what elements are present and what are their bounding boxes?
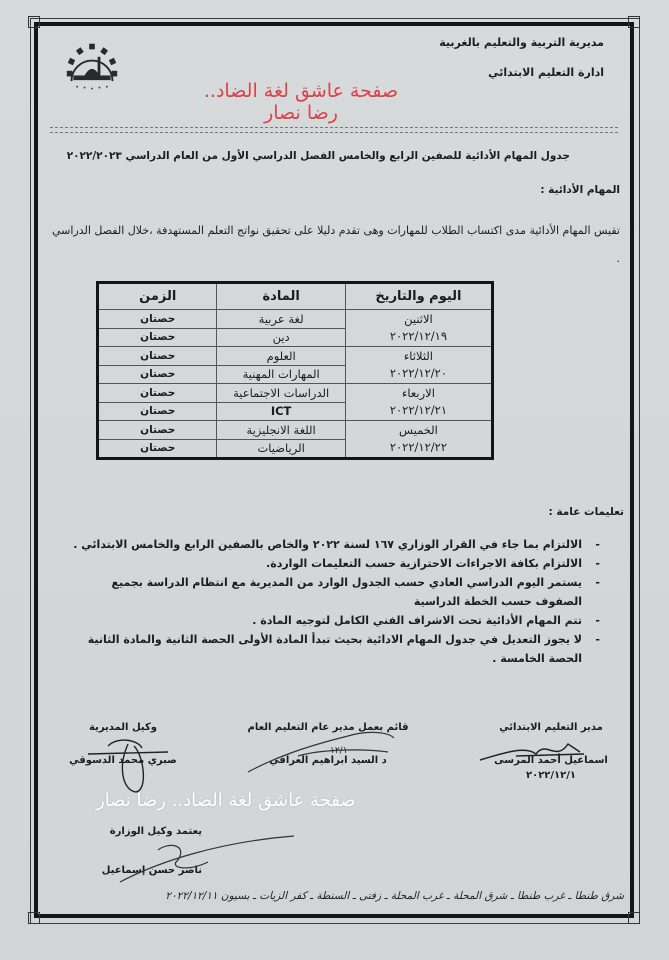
day-date: ٢٠٢٢/١٢/١٩ <box>389 329 447 343</box>
signature-name: د السيد ابراهيم العراقي <box>269 755 387 766</box>
general-instructions-label: تعليمات عامة : <box>548 506 624 518</box>
subject-cell: اللغة الانجليزية <box>217 421 345 440</box>
instruction-item: - تتم المهام الأدائية تحت الاشراف الفني الكامل لتوجيه المادة . <box>68 611 600 630</box>
department-name: ادارة التعليم الابتدائي <box>488 66 604 79</box>
table-row <box>98 310 493 329</box>
day-name: الاثنين <box>404 312 433 326</box>
signature-role: وكيل المديرية <box>89 722 157 733</box>
signature-role: مدير التعليم الابتدائي <box>499 722 603 733</box>
table-header-row <box>98 283 493 310</box>
day-date: ٢٠٢٢/١٢/٢٢ <box>389 440 447 454</box>
day-date-cell <box>345 347 492 384</box>
header-divider <box>50 127 618 133</box>
intro-paragraph: تقيس المهام الأدائية مدى اكتساب الطلاب للمهارات وهى تقدم دليلا على تحقيق نواتج التعلم المستهدفة ،خلال الفصل الدراسي . <box>52 224 620 265</box>
schedule-table <box>96 281 494 460</box>
watermark-bottom: صفحة عاشق لغة الضاد.. رضا نصار <box>96 790 356 811</box>
table-row <box>98 347 493 366</box>
day-date: ٢٠٢٢/١٢/٢٠ <box>389 366 447 380</box>
day-date-cell <box>345 310 492 347</box>
time-cell: حصتان <box>98 347 217 366</box>
watermark-top: صفحة عاشق لغة الضاد.. رضا نصار <box>203 80 399 124</box>
deputy-role: يعتمد وكيل الوزارة <box>109 826 202 837</box>
time-cell: حصتان <box>98 439 217 459</box>
day-name: الثلاثاء <box>403 349 433 363</box>
gear-emblem-logo-icon <box>64 40 120 96</box>
day-date-cell <box>345 421 492 459</box>
subject-cell: ICT <box>217 402 345 421</box>
organization-name: مديرية التربية والتعليم بالغربية <box>439 36 604 49</box>
document-title: جدول المهام الأدائية للصفين الرابع والخامس الفصل الدراسي الأول من العام الدراسي ٢٠٢٢/٢٠٢٣ <box>66 150 570 162</box>
subject-cell: الدراسات الاجتماعية <box>217 384 345 403</box>
time-cell: حصتان <box>98 402 217 421</box>
deputy-name: ناصر حسن إسماعيل <box>101 865 202 876</box>
day-name: الاربعاء <box>401 386 435 400</box>
time-cell: حصتان <box>98 328 217 347</box>
time-cell: حصتان <box>98 384 217 403</box>
signature-name: اسماعيل أحمد المرسى <box>494 755 608 766</box>
day-date-cell <box>345 384 492 421</box>
instruction-item: - الالتزام بكافة الاجراءات الاحترازية حسب التعليمات الواردة. <box>68 554 600 573</box>
general-instructions-list <box>68 535 600 668</box>
handwritten-distribution-note: شرق طنطا ـ غرب طنطا ـ شرق المحلة ـ غرب المحلة ـ زفتى ـ السنطة ـ كفر الزيات ـ بسيون ٢٠٢٢/١٢/١١ <box>165 890 624 902</box>
instruction-item: - يستمر اليوم الدراسي العادي حسب الجدول الوارد من المديرية مع انتظام الدراسة بجميع الصفوف حسب الخطة الدراسية <box>68 573 600 611</box>
handwritten-signature-icon <box>476 734 586 768</box>
header-time: الزمن <box>98 283 217 310</box>
header-day-date: اليوم والتاريخ <box>345 283 492 310</box>
day-date: ٢٠٢٢/١٢/٢١ <box>389 403 447 417</box>
instruction-item: - الالتزام بما جاء في القرار الوزاري ١٦٧ لسنة ٢٠٢٢ والخاص بالصفين الرابع والخامس الابتدائي . <box>68 535 600 554</box>
section-label: المهام الأدائية : <box>540 184 620 196</box>
document-content <box>38 26 630 914</box>
subject-cell: الرياضيات <box>217 439 345 459</box>
instruction-item: - لا يجوز التعديل في جدول المهام الادائية بحيث تبدأ المادة الأولى الحصة الثانية والمادة الثانية الحصة الخامسة . <box>68 630 600 668</box>
signature-date: ٢٠٢٢/١٢/١ <box>525 770 577 781</box>
time-cell: حصتان <box>98 310 217 329</box>
subject-cell: المهارات المهنية <box>217 365 345 384</box>
handwritten-signature-icon <box>118 832 298 892</box>
time-cell: حصتان <box>98 421 217 440</box>
signature-date: ١٢/١ <box>330 746 348 756</box>
time-cell: حصتان <box>98 365 217 384</box>
signature-name: صبري محمد الدسوقي <box>69 755 177 766</box>
table-row <box>98 421 493 440</box>
subject-cell: لغة عربية <box>217 310 345 329</box>
handwritten-signature-icon <box>78 726 178 796</box>
day-name: الخميس <box>398 423 438 437</box>
subject-cell: العلوم <box>217 347 345 366</box>
table-row <box>98 384 493 403</box>
subject-cell: دين <box>217 328 345 347</box>
signature-role: قائم بعمل مدير عام التعليم العام <box>247 722 409 733</box>
handwritten-signature-icon <box>238 726 398 776</box>
header-subject: المادة <box>217 283 345 310</box>
